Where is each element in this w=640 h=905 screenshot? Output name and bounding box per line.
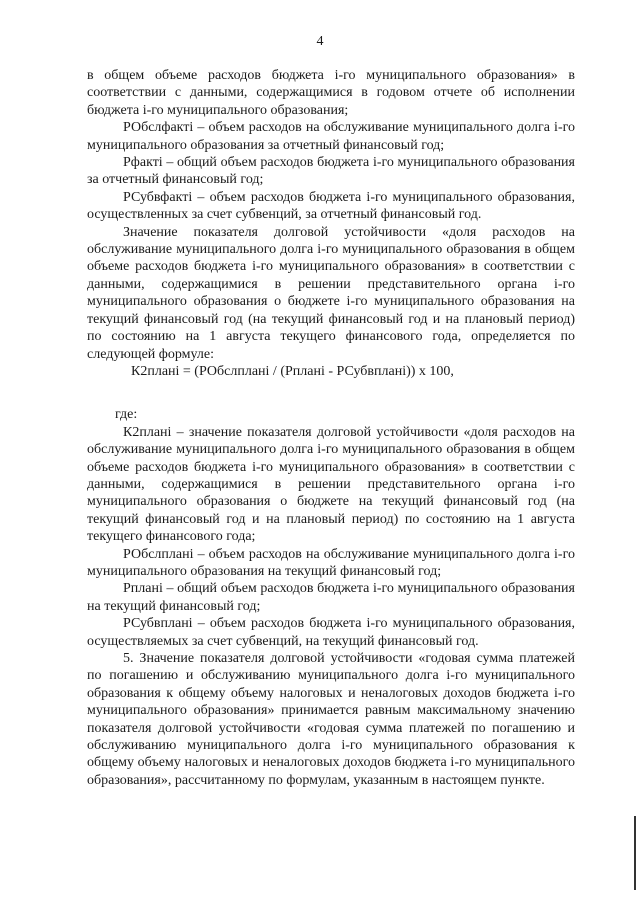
definition-r-fakt: Рфакті – общий объем расходов бюджета i-го муниципального образования за отчетный финансовый год; [87, 155, 575, 188]
where-label: где: [115, 407, 138, 423]
document-body [87, 67, 575, 789]
page-number: 4 [316, 34, 324, 49]
definition-robsl-fakt: РОбслфакті – объем расходов на обслуживание муниципального долга i-го муниципального образования за отчетный финансовый год; [87, 120, 575, 153]
scan-edge-mark [634, 816, 636, 890]
paragraph-item-5: 5. Значение показателя долговой устойчивости «годовая сумма платежей по погашению и обслуживанию муниципального долга i-го муниципального образования к общему объему налоговых и неналоговых доходов бюджета i-го муниципального образования» принимается равным максимальному значению показателя долговой устойчивости «годовая сумма платежей по погашению и обслуживанию муниципального долга i-го муниципального образования к общему объему налоговых и неналоговых доходов бюджета i-го муниципального образования», рассчитанному по формулам, указанным в настоящем пункте. [87, 651, 575, 788]
definition-rsubv-plan: РСубвплані – объем расходов бюджета i-го муниципального образования, осуществляемых за счет субвенций, на текущий финансовый год. [87, 616, 575, 649]
paragraph-continuation: в общем объеме расходов бюджета i-го муниципального образования» в соответствии с данными, содержащимися в годовом отчете об исполнении бюджета i-го муниципального образования; [87, 68, 575, 118]
definition-robsl-plan: РОбслплані – объем расходов на обслуживание муниципального долга i-го муниципального образования на текущий финансовый год; [87, 546, 575, 579]
definition-rsubv-fakt: РСубвфакті – объем расходов бюджета i-го муниципального образования, осуществленных за счет субвенций, за отчетный финансовый год. [87, 189, 575, 223]
paragraph-indicator-plan: Значение показателя долговой устойчивости «доля расходов на обслуживание муниципального долга i-го муниципального образования в общем объеме расходов бюджета i-го муниципального образования» в соответствии с данными, содержащимися в решении представительного органа i-го муниципального образования о бюджете i-го муниципального образования на текущий финансовый год (на текущий финансовый год и на плановый период) по состоянию на 1 августа текущего финансового года, определяется по следующей формуле: [87, 224, 575, 362]
formula-k2-plan: К2плані = (РОбслплані / (Рплані - РСубвплані)) х 100, [131, 363, 454, 379]
definition-k2-plan: К2плані – значение показателя долговой устойчивости «доля расходов на обслуживание муниципального долга i-го муниципального образования в общем объеме расходов бюджета i-го муниципального образования» в соответствии с данными, содержащимися в решении представительного органа i-го муниципального образования о бюджете на текущий финансовый год (на текущий финансовый год и на плановый период) по состоянию на 1 августа текущего финансового года; [87, 424, 575, 545]
definition-r-plan: Рплані – общий объем расходов бюджета i-го муниципального образования на текущий финансовый год; [87, 581, 575, 614]
